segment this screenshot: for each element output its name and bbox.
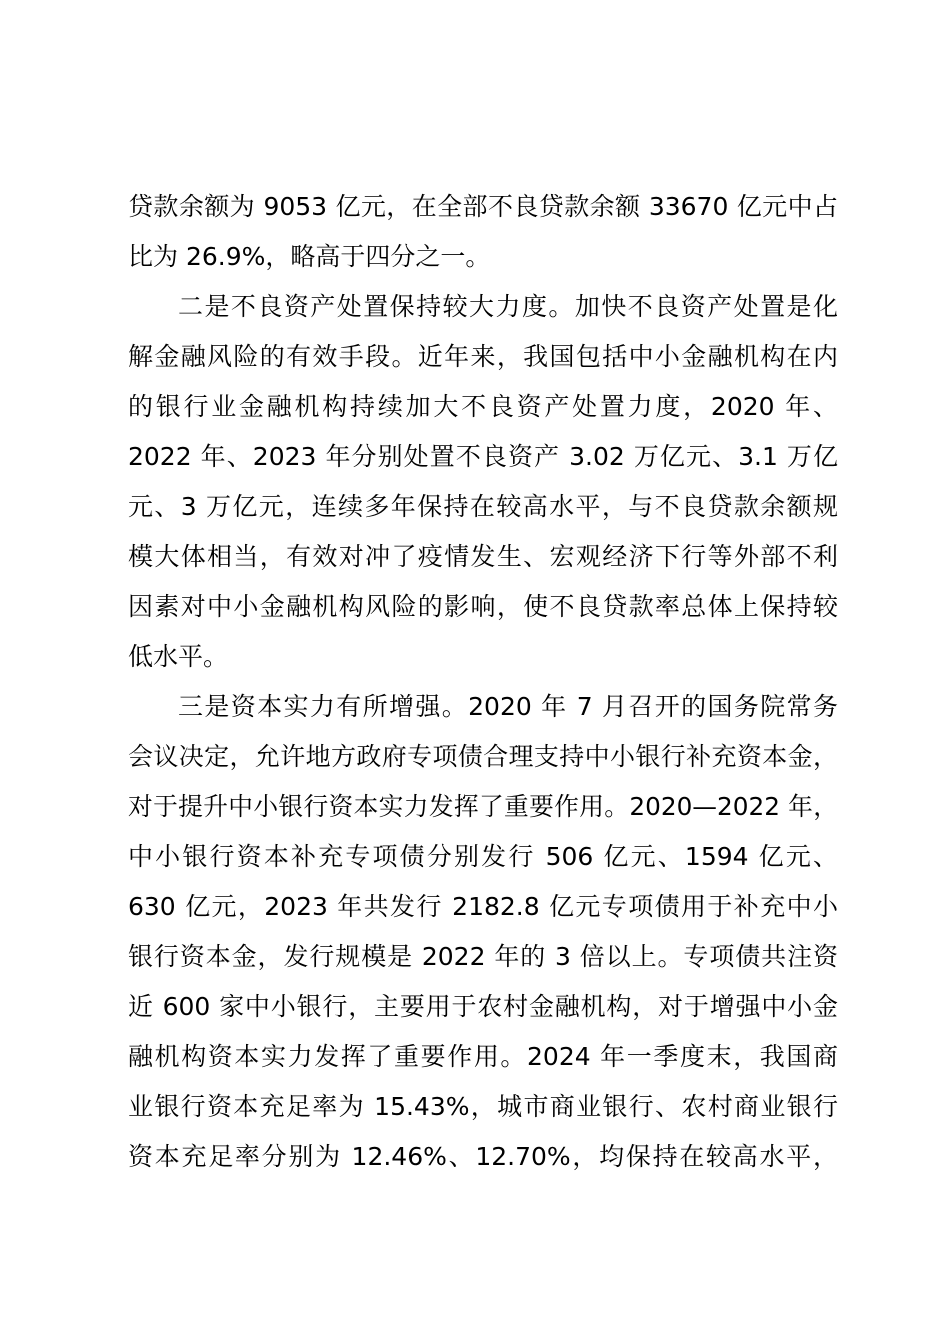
text-line: 元、3 万亿元，连续多年保持在较高水平，与不良贷款余额规: [128, 492, 838, 521]
text-line: 对于提升中小银行资本实力发挥了重要作用。2020—2022 年，: [128, 792, 838, 821]
text-line: 近 600 家中小银行，主要用于农村金融机构，对于增强中小金: [128, 992, 838, 1021]
text-line: 的银行业金融机构持续加大不良资产处置力度，2020 年、: [128, 392, 838, 421]
text-line: 比为 26.9%，略高于四分之一。: [128, 242, 491, 271]
text-line: 银行资本金，发行规模是 2022 年的 3 倍以上。专项债共注资: [128, 942, 838, 971]
text-line: 融机构资本实力发挥了重要作用。2024 年一季度末，我国商: [128, 1042, 838, 1071]
text-line: 低水平。: [128, 642, 229, 671]
text-line: 因素对中小金融机构风险的影响，使不良贷款率总体上保持较: [128, 592, 838, 621]
text-line: 模大体相当，有效对冲了疫情发生、宏观经济下行等外部不利: [128, 542, 838, 571]
text-line: 二是不良资产处置保持较大力度。加快不良资产处置是化: [178, 292, 838, 321]
text-line: 资本充足率分别为 12.46%、12.70%，均保持在较高水平，: [128, 1142, 838, 1171]
text-line: 会议决定，允许地方政府专项债合理支持中小银行补充资本金，: [128, 742, 838, 771]
text-line: 中小银行资本补充专项债分别发行 506 亿元、1594 亿元、: [128, 842, 838, 871]
text-line: 业银行资本充足率为 15.43%，城市商业银行、农村商业银行: [128, 1092, 838, 1121]
text-line: 解金融风险的有效手段。近年来，我国包括中小金融机构在内: [128, 342, 838, 371]
text-line: 贷款余额为 9053 亿元，在全部不良贷款余额 33670 亿元中占: [128, 192, 838, 221]
text-line: 三是资本实力有所增强。2020 年 7 月召开的国务院常务: [178, 692, 838, 721]
text-line: 630 亿元，2023 年共发行 2182.8 亿元专项债用于补充中小: [128, 892, 838, 921]
text-line: 2022 年、2023 年分别处置不良资产 3.02 万亿元、3.1 万亿: [128, 442, 838, 471]
